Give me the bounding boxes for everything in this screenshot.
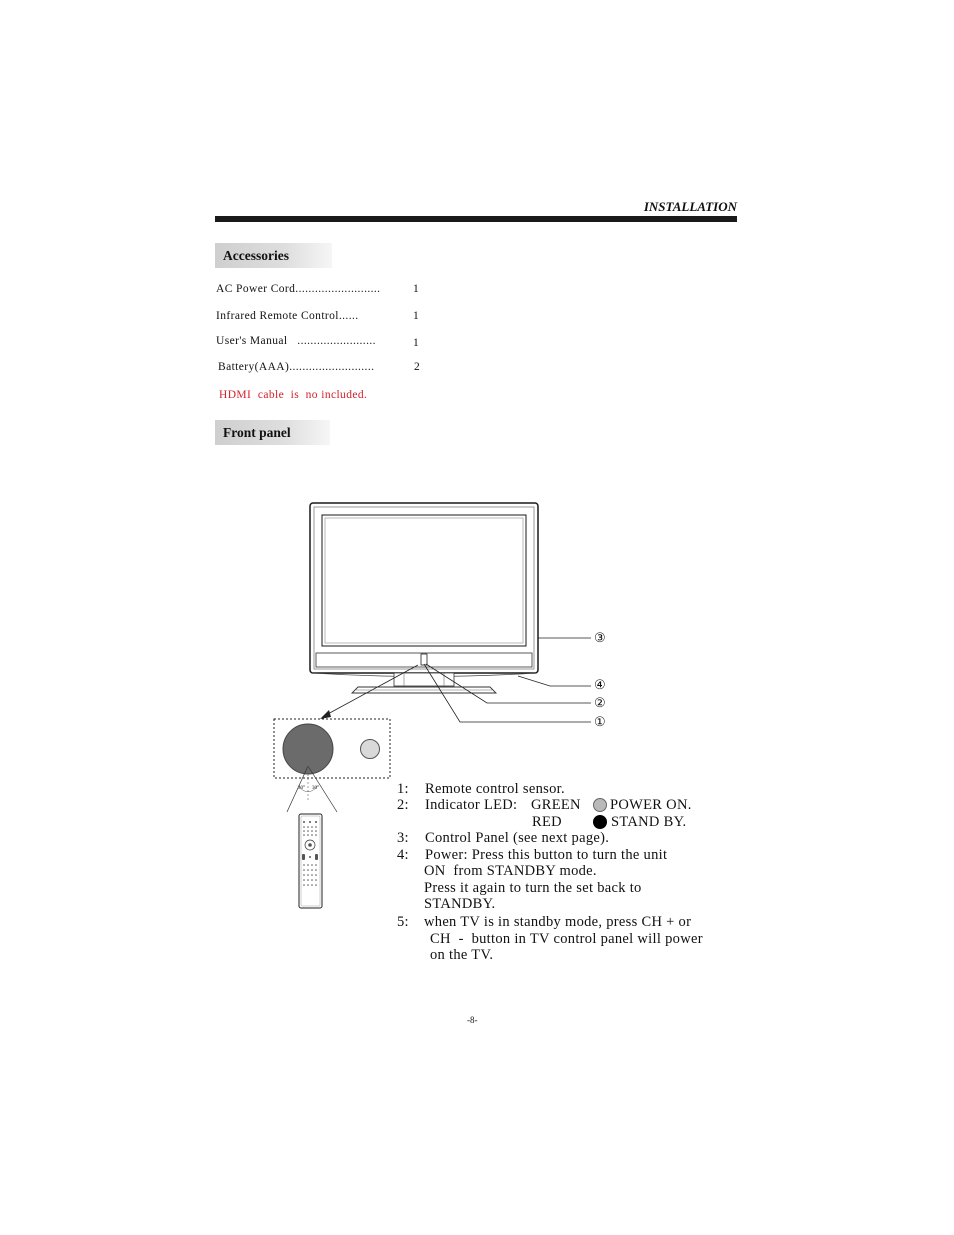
- desc-5-line-2: CH - button in TV control panel will power: [430, 931, 703, 947]
- desc-3-number: 3:: [397, 830, 409, 846]
- accessories-heading: Accessories: [215, 243, 332, 268]
- hdmi-note: HDMI cable is no included.: [219, 389, 368, 401]
- accessory-name: User's Manual ........................: [216, 335, 376, 347]
- sensor-window: [421, 654, 427, 665]
- accessory-qty: 1: [413, 283, 419, 295]
- desc-2-power-on: POWER ON.: [610, 797, 692, 813]
- front-panel-heading: Front panel: [215, 420, 330, 445]
- callout-line-4: [518, 676, 591, 686]
- section-title: INSTALLATION: [643, 199, 737, 214]
- desc-5-number: 5:: [397, 914, 409, 930]
- tv-screen: [322, 515, 526, 646]
- desc-1-number: 1:: [397, 781, 409, 797]
- accessory-qty: 1: [413, 337, 419, 349]
- page-number: -8-: [467, 1015, 478, 1025]
- remote-control-icon: [299, 814, 322, 908]
- callout-3: ③: [594, 630, 606, 645]
- desc-4-number: 4:: [397, 847, 409, 863]
- accessory-qty: 1: [413, 310, 419, 322]
- desc-2-green: GREEN: [531, 797, 581, 813]
- green-led-icon: [593, 798, 607, 812]
- tv-stand-neck: [394, 673, 454, 686]
- angle-label-left: 30°: [298, 786, 305, 791]
- desc-4-line-1: Power: Press this button to turn the unit: [425, 847, 668, 863]
- callout-4: ④: [594, 677, 606, 692]
- accessory-name: Infrared Remote Control......: [216, 310, 359, 322]
- desc-2-standby: STAND BY.: [611, 814, 687, 830]
- callout-1: ①: [594, 714, 606, 729]
- angle-label-right: 30°: [312, 786, 319, 791]
- accessory-qty: 2: [414, 361, 420, 373]
- desc-2-label: Indicator LED:: [425, 797, 518, 813]
- callout-2: ②: [594, 695, 606, 710]
- red-led-icon: [593, 815, 607, 829]
- desc-4-line-3: Press it again to turn the set back to: [424, 880, 642, 896]
- desc-5-line-1: when TV is in standby mode, press CH + or: [424, 914, 692, 930]
- accessory-name: Battery(AAA)..........................: [218, 361, 375, 373]
- desc-4-line-2: ON from STANDBY mode.: [424, 863, 597, 879]
- desc-2-red: RED: [532, 814, 562, 830]
- accessory-name: AC Power Cord..........................: [216, 283, 381, 295]
- desc-3-text: Control Panel (see next page).: [425, 830, 610, 846]
- led-circle: [361, 740, 380, 759]
- desc-1-text: Remote control sensor.: [425, 781, 565, 797]
- desc-4-line-4: STANDBY.: [424, 896, 496, 912]
- desc-5-line-3: on the TV.: [430, 947, 494, 963]
- detail-pointer-arrow: [320, 710, 331, 719]
- desc-2-number: 2:: [397, 797, 409, 813]
